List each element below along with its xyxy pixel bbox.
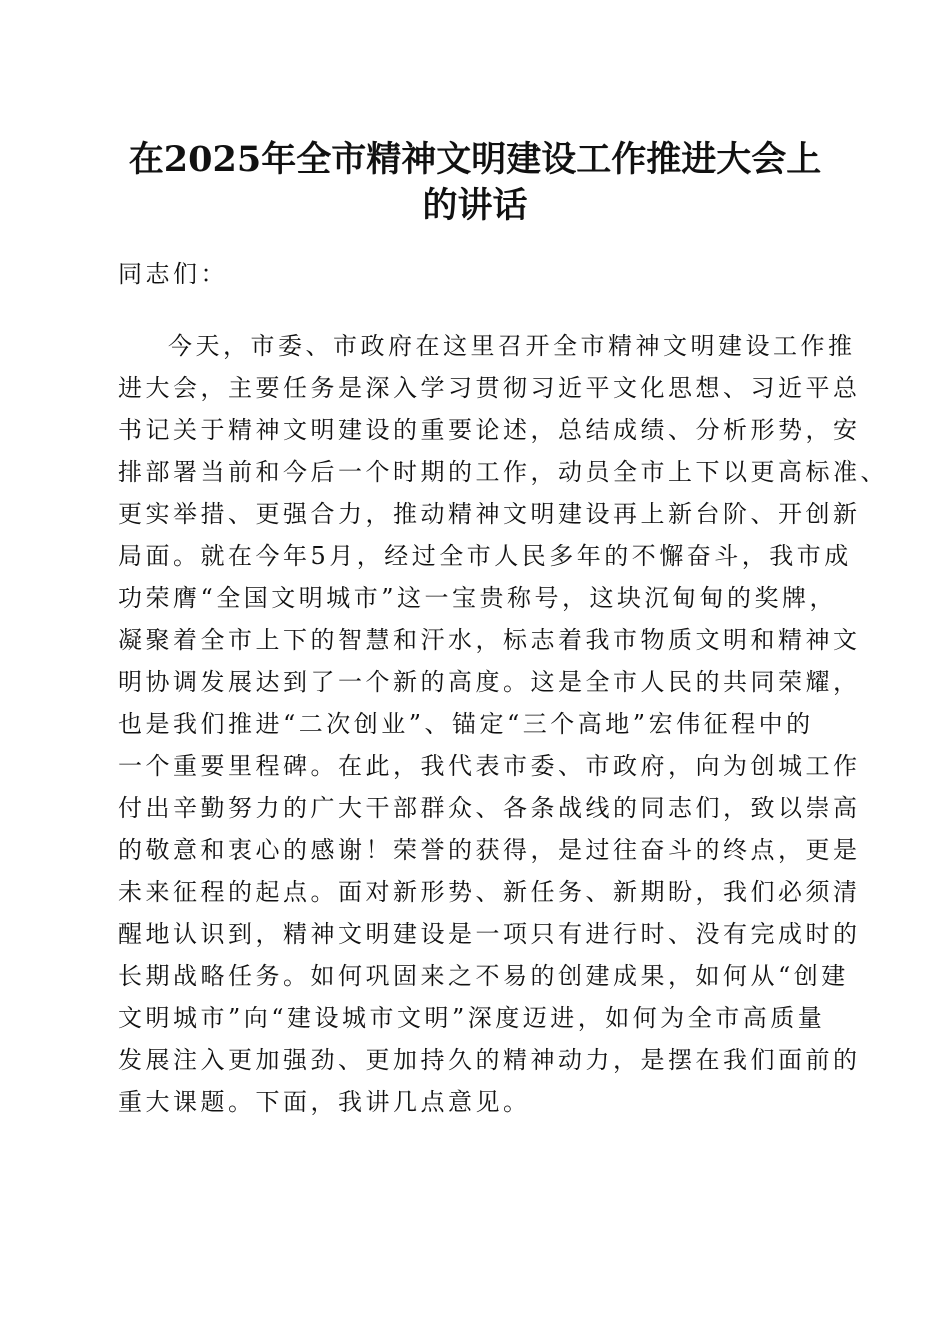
paragraph-line: 排部署当前和今后一个时期的工作，动员全市上下以更高标准、 (118, 458, 888, 486)
paragraph-line: 醒地认识到，精神文明建设是一项只有进行时、没有完成时的 (118, 920, 861, 948)
paragraph-line: 进大会，主要任务是深入学习贯彻习近平文化思想、习近平总 (118, 374, 861, 402)
salutation: 同志们： (118, 260, 228, 288)
paragraph-line: 付出辛勤努力的广大干部群众、各条战线的同志们，致以崇高 (118, 794, 861, 822)
paragraph-line: 凝聚着全市上下的智慧和汗水，标志着我市物质文明和精神文 (118, 626, 861, 654)
paragraph-line: 也是我们推进“二次创业”、锚定“三个高地”宏伟征程中的 (118, 710, 814, 738)
paragraph-line: 功荣膺“全国文明城市”这一宝贵称号，这块沉甸甸的奖牌， (118, 584, 838, 612)
paragraph-line: 局面。就在今年5月，经过全市人民多年的不懈奋斗，我市成 (118, 542, 852, 570)
paragraph-line: 长期战略任务。如何巩固来之不易的创建成果，如何从“创建 (118, 962, 849, 990)
paragraph-line: 重大课题。下面，我讲几点意见。 (118, 1088, 531, 1116)
document-title-line-2: 的讲话 (422, 185, 528, 226)
paragraph-line: 书记关于精神文明建设的重要论述，总结成绩、分析形势，安 (118, 416, 861, 444)
paragraph-line: 发展注入更加强劲、更加持久的精神动力，是摆在我们面前的 (118, 1046, 861, 1074)
paragraph-line: 文明城市”向“建设城市文明”深度迈进，如何为全市高质量 (118, 1004, 826, 1032)
paragraph-line: 更实举措、更强合力，推动精神文明建设再上新台阶、开创新 (118, 500, 861, 528)
paragraph-line: 明协调发展达到了一个新的高度。这是全市人民的共同荣耀， (118, 668, 861, 696)
document-title-line-1: 在2025年全市精神文明建设工作推进大会上 (128, 139, 822, 180)
paragraph-line: 未来征程的起点。面对新形势、新任务、新期盼，我们必须清 (118, 878, 861, 906)
paragraph-line: 一个重要里程碑。在此，我代表市委、市政府，向为创城工作 (118, 752, 861, 780)
paragraph-line: 的敬意和衷心的感谢！荣誉的获得，是过往奋斗的终点，更是 (118, 836, 861, 864)
paragraph-line: 今天，市委、市政府在这里召开全市精神文明建设工作推 (168, 332, 856, 360)
